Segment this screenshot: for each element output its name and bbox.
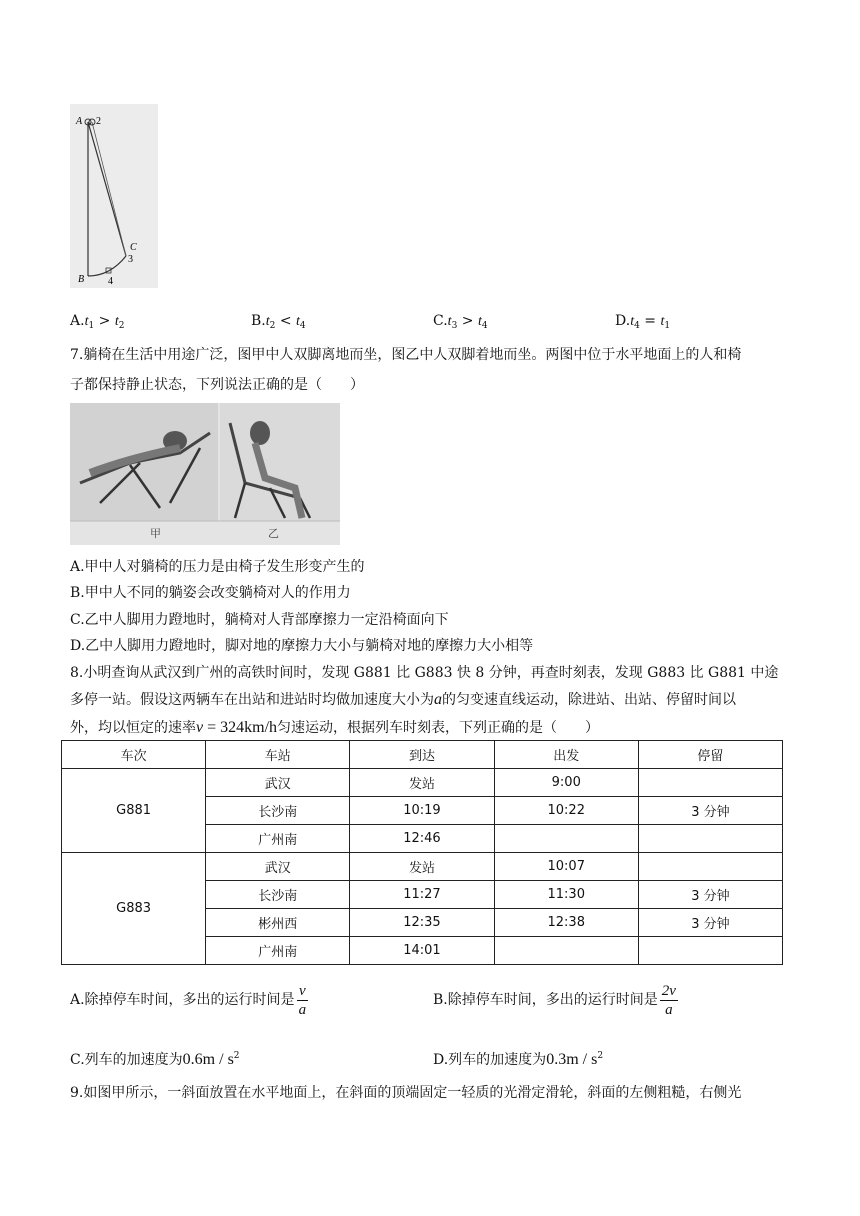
fraction-2v-over-a: $\frac{2v}{a}$	[661, 982, 676, 1018]
table-cell: 9:00	[494, 769, 638, 797]
table-row	[62, 769, 783, 797]
q8-option-b[interactable]: B.除掉停车时间，多出的运行时间是 $\frac{2v}{a}$	[433, 982, 676, 1018]
fig-label-c: C	[130, 242, 137, 253]
table-cell: 武汉	[206, 769, 350, 797]
q8-stem-line1: 8.小明查询从武汉到广州的高铁时间时，发现 G881 比 G883 快 8 分钟，再查时刻表，发现 G883 比 G881 中途	[70, 665, 779, 681]
table-cell: 11:27	[350, 881, 494, 909]
table-cell	[638, 853, 782, 881]
table-cell: 武汉	[206, 853, 350, 881]
q6-option-b[interactable]: $B.t_2 < t_4$	[251, 313, 306, 331]
train-name: G883	[62, 853, 206, 965]
table-cell: 广州南	[206, 937, 350, 965]
q8-stem-line2: 多停一站。假设这两辆车在出站和进站时均做加速度大小为a的匀变速直线运动，除进站、出站、停留时间以	[70, 691, 736, 708]
photo-label-jia: 甲	[150, 527, 161, 540]
table-cell: 11:30	[494, 881, 638, 909]
table-cell: 广州南	[206, 825, 350, 853]
q8-stem-line3: 外，均以恒定的速率v = 324km/h匀速运动，根据列车时刻表，下列正确的是（ ）	[70, 719, 600, 736]
table-header-row	[62, 741, 783, 769]
header-train: 车次	[62, 741, 206, 769]
q7-stem-line1: 7.躺椅在生活中用途广泛，图甲中人双脚离地而坐，图乙中人双脚着地而坐。两图中位于水平地面上的人和椅	[70, 347, 742, 363]
photo-label-yi: 乙	[268, 527, 279, 540]
q7-option-c[interactable]: C.乙中人脚用力蹬地时，躺椅对人背部摩擦力一定沿椅面向下	[70, 612, 449, 628]
table-cell: 12:35	[350, 909, 494, 937]
table-cell: 3 分钟	[638, 881, 782, 909]
fig-label-b: B	[78, 274, 85, 285]
table-cell: 10:22	[494, 797, 638, 825]
table-cell: 3 分钟	[638, 797, 782, 825]
q6-option-c[interactable]: $C.t_3 > t_4$	[433, 313, 488, 331]
table-cell	[494, 825, 638, 853]
table-cell	[638, 937, 782, 965]
q8-option-d[interactable]: D.列车的加速度为$0.3m / s^2$	[433, 1051, 604, 1068]
q6-option-a[interactable]: $A.t_1 > t_2$	[70, 313, 125, 331]
header-stop: 停留	[638, 741, 782, 769]
train-schedule-table	[61, 740, 783, 965]
q8-option-a[interactable]: A.除掉停车时间，多出的运行时间是 $\frac{v}{a}$	[70, 982, 307, 1018]
header-depart: 出发	[494, 741, 638, 769]
table-cell: 长沙南	[206, 797, 350, 825]
table-cell: 12:46	[350, 825, 494, 853]
incline-figure	[70, 104, 158, 288]
q7-option-b[interactable]: B.甲中人不同的躺姿会改变躺椅对人的作用力	[70, 585, 351, 601]
fraction-v-over-a: $\frac{v}{a}$	[298, 982, 307, 1018]
table-cell: 10:19	[350, 797, 494, 825]
header-arrive: 到达	[350, 741, 494, 769]
header-station: 车站	[206, 741, 350, 769]
table-cell: 发站	[350, 853, 494, 881]
q8-option-c[interactable]: C.列车的加速度为$0.6m / s^2$	[70, 1051, 240, 1068]
train-name: G881	[62, 769, 206, 853]
table-cell: 发站	[350, 769, 494, 797]
table-row	[62, 853, 783, 881]
table-cell	[494, 937, 638, 965]
q7-option-d[interactable]: D.乙中人脚用力蹬地时，脚对地的摩擦力大小与躺椅对地的摩擦力大小相等	[70, 638, 534, 654]
fig-label-2: 2	[96, 116, 101, 127]
table-cell: 14:01	[350, 937, 494, 965]
table-cell: 3 分钟	[638, 909, 782, 937]
deck-chair-photo	[70, 403, 340, 545]
fig-label-4: 4	[108, 276, 113, 287]
fig-label-a: A	[76, 116, 83, 127]
q7-stem-line2: 子都保持静止状态，下列说法正确的是（ ）	[70, 377, 364, 393]
fig-label-3: 3	[128, 254, 133, 265]
table-cell: 长沙南	[206, 881, 350, 909]
table-cell: 12:38	[494, 909, 638, 937]
table-cell: 彬州西	[206, 909, 350, 937]
table-cell: 10:07	[494, 853, 638, 881]
q7-option-a[interactable]: A.甲中人对躺椅的压力是由椅子发生形变产生的	[70, 559, 365, 575]
q9-stem-line1: 9.如图甲所示，一斜面放置在水平地面上，在斜面的顶端固定一轻质的光滑定滑轮，斜面的左侧粗糙，右侧光	[70, 1085, 742, 1101]
table-cell	[638, 769, 782, 797]
q6-option-d[interactable]: $D.t_4 = t_1$	[615, 313, 671, 331]
table-cell	[638, 825, 782, 853]
